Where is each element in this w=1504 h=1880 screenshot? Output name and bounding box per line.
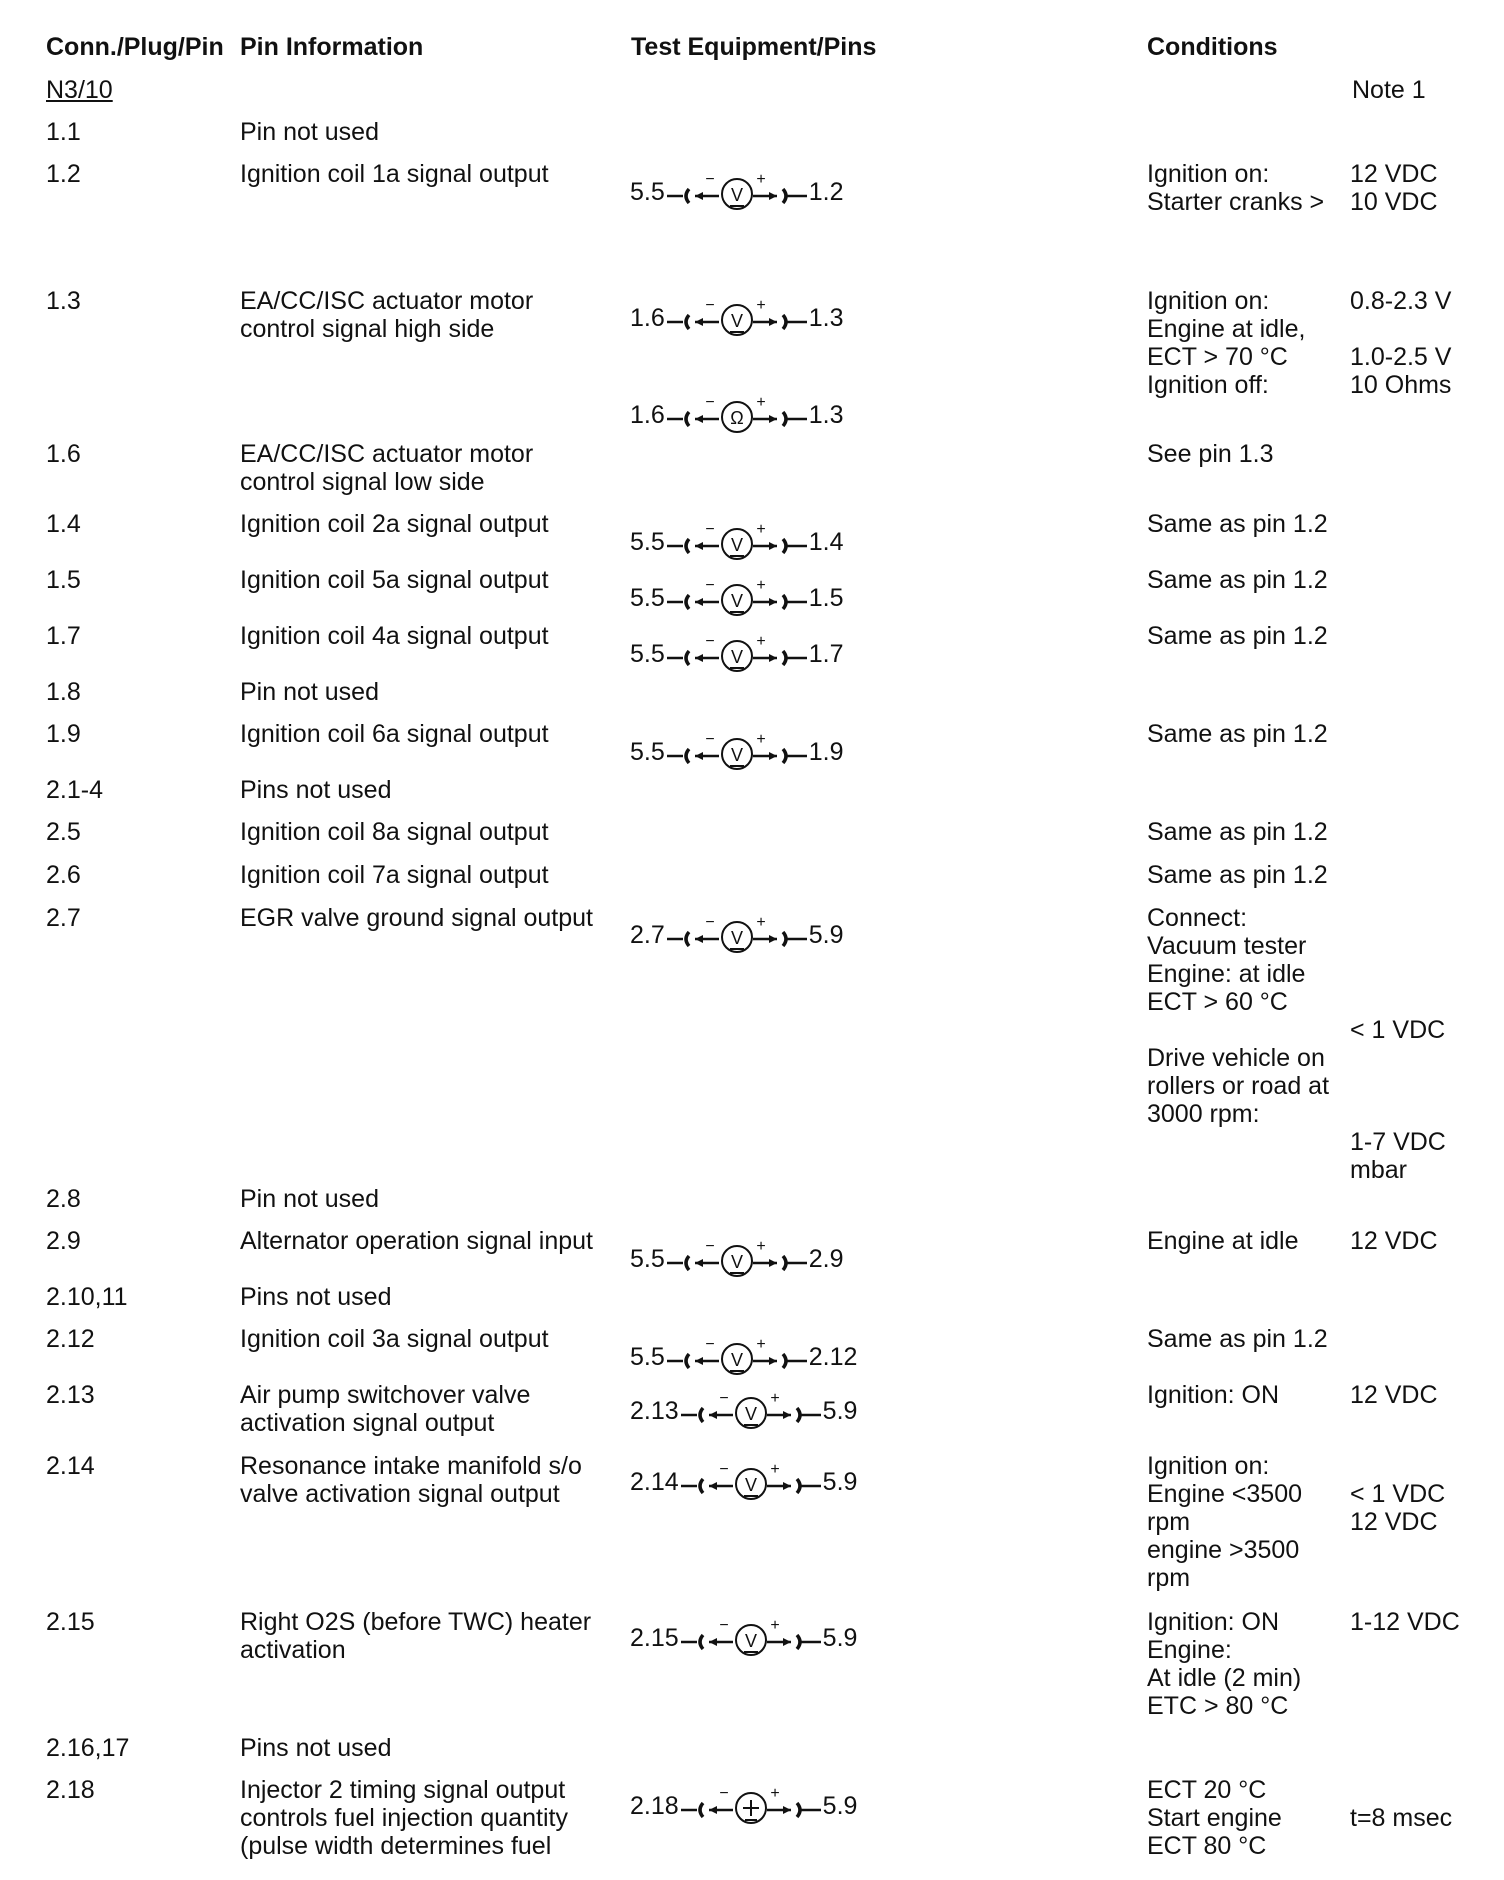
test-equipment-connection [630, 1618, 857, 1658]
pin-information: Pins not used [240, 1283, 392, 1311]
svg-text:V: V [730, 745, 743, 765]
voltmeter-icon [665, 172, 809, 212]
svg-text:+: + [756, 172, 766, 188]
pin-number: 2.14 [46, 1452, 95, 1480]
pin-number: 2.12 [46, 1325, 95, 1353]
svg-text:−: − [705, 522, 715, 538]
pin-information: Ignition coil 7a signal output [240, 861, 549, 889]
test-pin-left: 2.13 [630, 1397, 679, 1425]
pin-number: 1.3 [46, 287, 81, 315]
test-conditions: Same as pin 1.2 [1147, 566, 1328, 594]
svg-text:+: + [756, 1337, 766, 1353]
voltmeter-icon [665, 578, 809, 618]
test-pin-right: 1.7 [808, 640, 844, 668]
pin-number: 1.5 [46, 566, 81, 594]
pin-information: Ignition coil 8a signal output [240, 818, 549, 846]
pin-information: Pin not used [240, 1185, 379, 1213]
test-conditions: Ignition on: Engine at idle, ECT > 70 °C Ignition off: [1147, 287, 1306, 399]
svg-text:V: V [730, 1252, 743, 1272]
pin-number: 2.18 [46, 1776, 95, 1804]
test-pin-right: 2.12 [808, 1343, 858, 1371]
header-pin: Conn./Plug/Pin [46, 33, 224, 61]
expected-values: 1-12 VDC [1350, 1608, 1460, 1636]
pin-information: Alternator operation signal input [240, 1227, 594, 1255]
expected-values: 12 VDC 10 VDC [1350, 160, 1438, 216]
svg-text:−: − [705, 395, 715, 411]
pin-information: Air pump switchover valve activation signal output [240, 1381, 531, 1437]
voltmeter-icon [665, 634, 809, 674]
test-pin-left: 2.15 [630, 1624, 679, 1652]
test-equipment-connection [630, 1337, 857, 1377]
pin-number: 2.9 [46, 1227, 81, 1255]
svg-text:−: − [719, 1618, 729, 1634]
test-pin-right: 1.9 [808, 738, 844, 766]
svg-text:+: + [756, 634, 766, 650]
expected-values: < 1 VDC 12 VDC [1350, 1480, 1446, 1536]
svg-text:−: − [705, 172, 715, 188]
test-equipment-connection [630, 1239, 844, 1279]
pin-information: Pin not used [240, 678, 379, 706]
test-equipment-connection [630, 395, 844, 435]
svg-text:+: + [756, 732, 766, 748]
test-pin-right: 5.9 [822, 1624, 858, 1652]
test-pin-left: 5.5 [630, 738, 665, 766]
pin-information: Pin not used [240, 118, 379, 146]
expected-values: 0.8-2.3 V 1.0-2.5 V 10 Ohms [1350, 287, 1452, 399]
pin-information: Ignition coil 3a signal output [240, 1325, 549, 1353]
pin-information: Ignition coil 4a signal output [240, 622, 549, 650]
header-pin-information: Pin Information [240, 33, 424, 61]
pin-number: 1.6 [46, 440, 81, 468]
svg-text:+: + [770, 1786, 780, 1802]
test-pin-left: 5.5 [630, 1343, 665, 1371]
test-conditions: Same as pin 1.2 [1147, 622, 1328, 650]
svg-text:−: − [705, 298, 715, 314]
svg-text:+: + [756, 395, 766, 411]
svg-text:+: + [770, 1618, 780, 1634]
svg-text:−: − [705, 578, 715, 594]
test-conditions: Same as pin 1.2 [1147, 861, 1328, 889]
expected-values: t=8 msec [1350, 1804, 1453, 1832]
test-pin-left: 2.18 [630, 1792, 679, 1820]
test-conditions: See pin 1.3 [1147, 440, 1274, 468]
test-pin-right: 2.9 [808, 1245, 844, 1273]
test-conditions: ECT 20 °C Start engine ECT 80 °C [1147, 1776, 1282, 1860]
test-conditions: Same as pin 1.2 [1147, 818, 1328, 846]
pin-information: Pins not used [240, 776, 392, 804]
pin-number: 1.1 [46, 118, 81, 146]
test-equipment-connection [630, 634, 844, 674]
svg-text:+: + [756, 298, 766, 314]
voltmeter-icon [665, 1239, 809, 1279]
svg-text:V: V [730, 591, 743, 611]
voltmeter-icon [679, 1618, 823, 1658]
voltmeter-icon [665, 915, 809, 955]
svg-text:V: V [730, 311, 743, 331]
test-pin-left: 5.5 [630, 528, 665, 556]
test-conditions: Ignition: ON [1147, 1381, 1280, 1409]
svg-text:V: V [730, 647, 743, 667]
pin-information: Ignition coil 5a signal output [240, 566, 549, 594]
pin-information: Ignition coil 1a signal output [240, 160, 549, 188]
header-test-equipment: Test Equipment/Pins [631, 33, 877, 61]
test-pin-left: 2.7 [630, 921, 665, 949]
pin-number: 1.2 [46, 160, 81, 188]
test-pin-right: 1.3 [808, 401, 844, 429]
svg-text:+: + [756, 522, 766, 538]
pin-information: Ignition coil 6a signal output [240, 720, 549, 748]
svg-text:+: + [756, 578, 766, 594]
pin-information: Ignition coil 2a signal output [240, 510, 549, 538]
pin-information: Injector 2 timing signal output controls fuel injection quantity (pulse width determines fuel [240, 1776, 568, 1860]
pin-information: Pins not used [240, 1734, 392, 1762]
svg-text:V: V [744, 1404, 757, 1424]
test-conditions: Same as pin 1.2 [1147, 510, 1328, 538]
pin-number: 2.15 [46, 1608, 95, 1636]
test-pin-right: 5.9 [822, 1792, 858, 1820]
pin-number: 1.7 [46, 622, 81, 650]
connector-label: N3/10 [46, 76, 113, 104]
test-pin-right: 1.2 [808, 178, 844, 206]
test-conditions: Ignition: ON Engine: At idle (2 min) ETC > 80 °C [1147, 1608, 1302, 1720]
test-pin-right: 1.3 [808, 304, 844, 332]
svg-text:−: − [705, 1239, 715, 1255]
test-conditions: Connect: Vacuum tester Engine: at idle ECT > 60 °C Drive vehicle on rollers or road at 3000 rpm: [1147, 904, 1330, 1128]
pin-number: 2.10,11 [46, 1283, 128, 1311]
pin-number: 1.9 [46, 720, 81, 748]
svg-text:−: − [719, 1786, 729, 1802]
test-conditions: Ignition on: Engine <3500 rpm engine >3500 rpm [1147, 1452, 1303, 1592]
pin-information: Resonance intake manifold s/o valve activation signal output [240, 1452, 582, 1508]
test-pin-left: 1.6 [630, 401, 665, 429]
expected-values: 12 VDC [1350, 1381, 1438, 1409]
test-pin-right: 1.5 [808, 584, 844, 612]
test-pin-left: 5.5 [630, 640, 665, 668]
test-pin-right: 5.9 [822, 1397, 858, 1425]
test-equipment-connection [630, 1391, 857, 1431]
voltmeter-icon [665, 298, 809, 338]
test-pin-left: 2.14 [630, 1468, 679, 1496]
voltmeter-icon [665, 1337, 809, 1377]
test-conditions: Engine at idle [1147, 1227, 1299, 1255]
test-pin-left: 1.6 [630, 304, 665, 332]
pin-information: Right O2S (before TWC) heater activation [240, 1608, 592, 1664]
test-pin-left: 5.5 [630, 1245, 665, 1273]
svg-text:V: V [730, 928, 743, 948]
expected-values: 12 VDC [1350, 1227, 1438, 1255]
svg-text:V: V [744, 1475, 757, 1495]
test-equipment-connection [630, 1462, 857, 1502]
pin-number: 2.5 [46, 818, 81, 846]
svg-text:−: − [705, 1337, 715, 1353]
test-equipment-connection [630, 1786, 857, 1826]
svg-text:Ω: Ω [730, 408, 744, 428]
pin-number: 2.16,17 [46, 1734, 130, 1762]
test-pin-left: 5.5 [630, 584, 665, 612]
test-pin-right: 5.9 [822, 1468, 858, 1496]
note-label: Note 1 [1352, 76, 1426, 104]
header-conditions: Conditions [1147, 33, 1278, 61]
pin-information: EGR valve ground signal output [240, 904, 593, 932]
svg-text:−: − [705, 732, 715, 748]
test-equipment-connection [630, 172, 844, 212]
pin-number: 2.6 [46, 861, 81, 889]
svg-text:+: + [770, 1391, 780, 1407]
pin-number: 1.8 [46, 678, 81, 706]
pin-number: 2.1-4 [46, 776, 103, 804]
test-equipment-connection [630, 578, 844, 618]
voltmeter-icon [665, 522, 809, 562]
test-conditions: Same as pin 1.2 [1147, 1325, 1328, 1353]
ohmmeter-icon [665, 395, 809, 435]
test-conditions: Same as pin 1.2 [1147, 720, 1328, 748]
pin-information: EA/CC/ISC actuator motor control signal low side [240, 440, 534, 496]
test-equipment-connection [630, 298, 844, 338]
svg-text:V: V [730, 1350, 743, 1370]
pin-number: 2.8 [46, 1185, 81, 1213]
test-pin-right: 1.4 [808, 528, 844, 556]
svg-text:+: + [770, 1462, 780, 1478]
svg-text:+: + [756, 915, 766, 931]
svg-text:−: − [705, 634, 715, 650]
oscilloscope-icon [679, 1786, 823, 1826]
test-pin-right: 5.9 [808, 921, 844, 949]
voltmeter-icon [679, 1462, 823, 1502]
pin-number: 2.7 [46, 904, 81, 932]
svg-text:−: − [705, 915, 715, 931]
svg-text:V: V [744, 1631, 757, 1651]
svg-text:V: V [730, 535, 743, 555]
pin-number: 2.13 [46, 1381, 95, 1409]
svg-text:V: V [730, 185, 743, 205]
voltmeter-icon [679, 1391, 823, 1431]
test-conditions: Ignition on: Starter cranks > [1147, 160, 1325, 216]
expected-values: < 1 VDC 1-7 VDC mbar [1350, 1016, 1446, 1184]
pin-number: 1.4 [46, 510, 81, 538]
svg-text:−: − [719, 1391, 729, 1407]
test-equipment-connection [630, 522, 844, 562]
test-equipment-connection [630, 915, 844, 955]
svg-text:+: + [756, 1239, 766, 1255]
pin-information: EA/CC/ISC actuator motor control signal high side [240, 287, 534, 343]
test-pin-left: 5.5 [630, 178, 665, 206]
svg-text:−: − [719, 1462, 729, 1478]
voltmeter-icon [665, 732, 809, 772]
test-equipment-connection [630, 732, 844, 772]
